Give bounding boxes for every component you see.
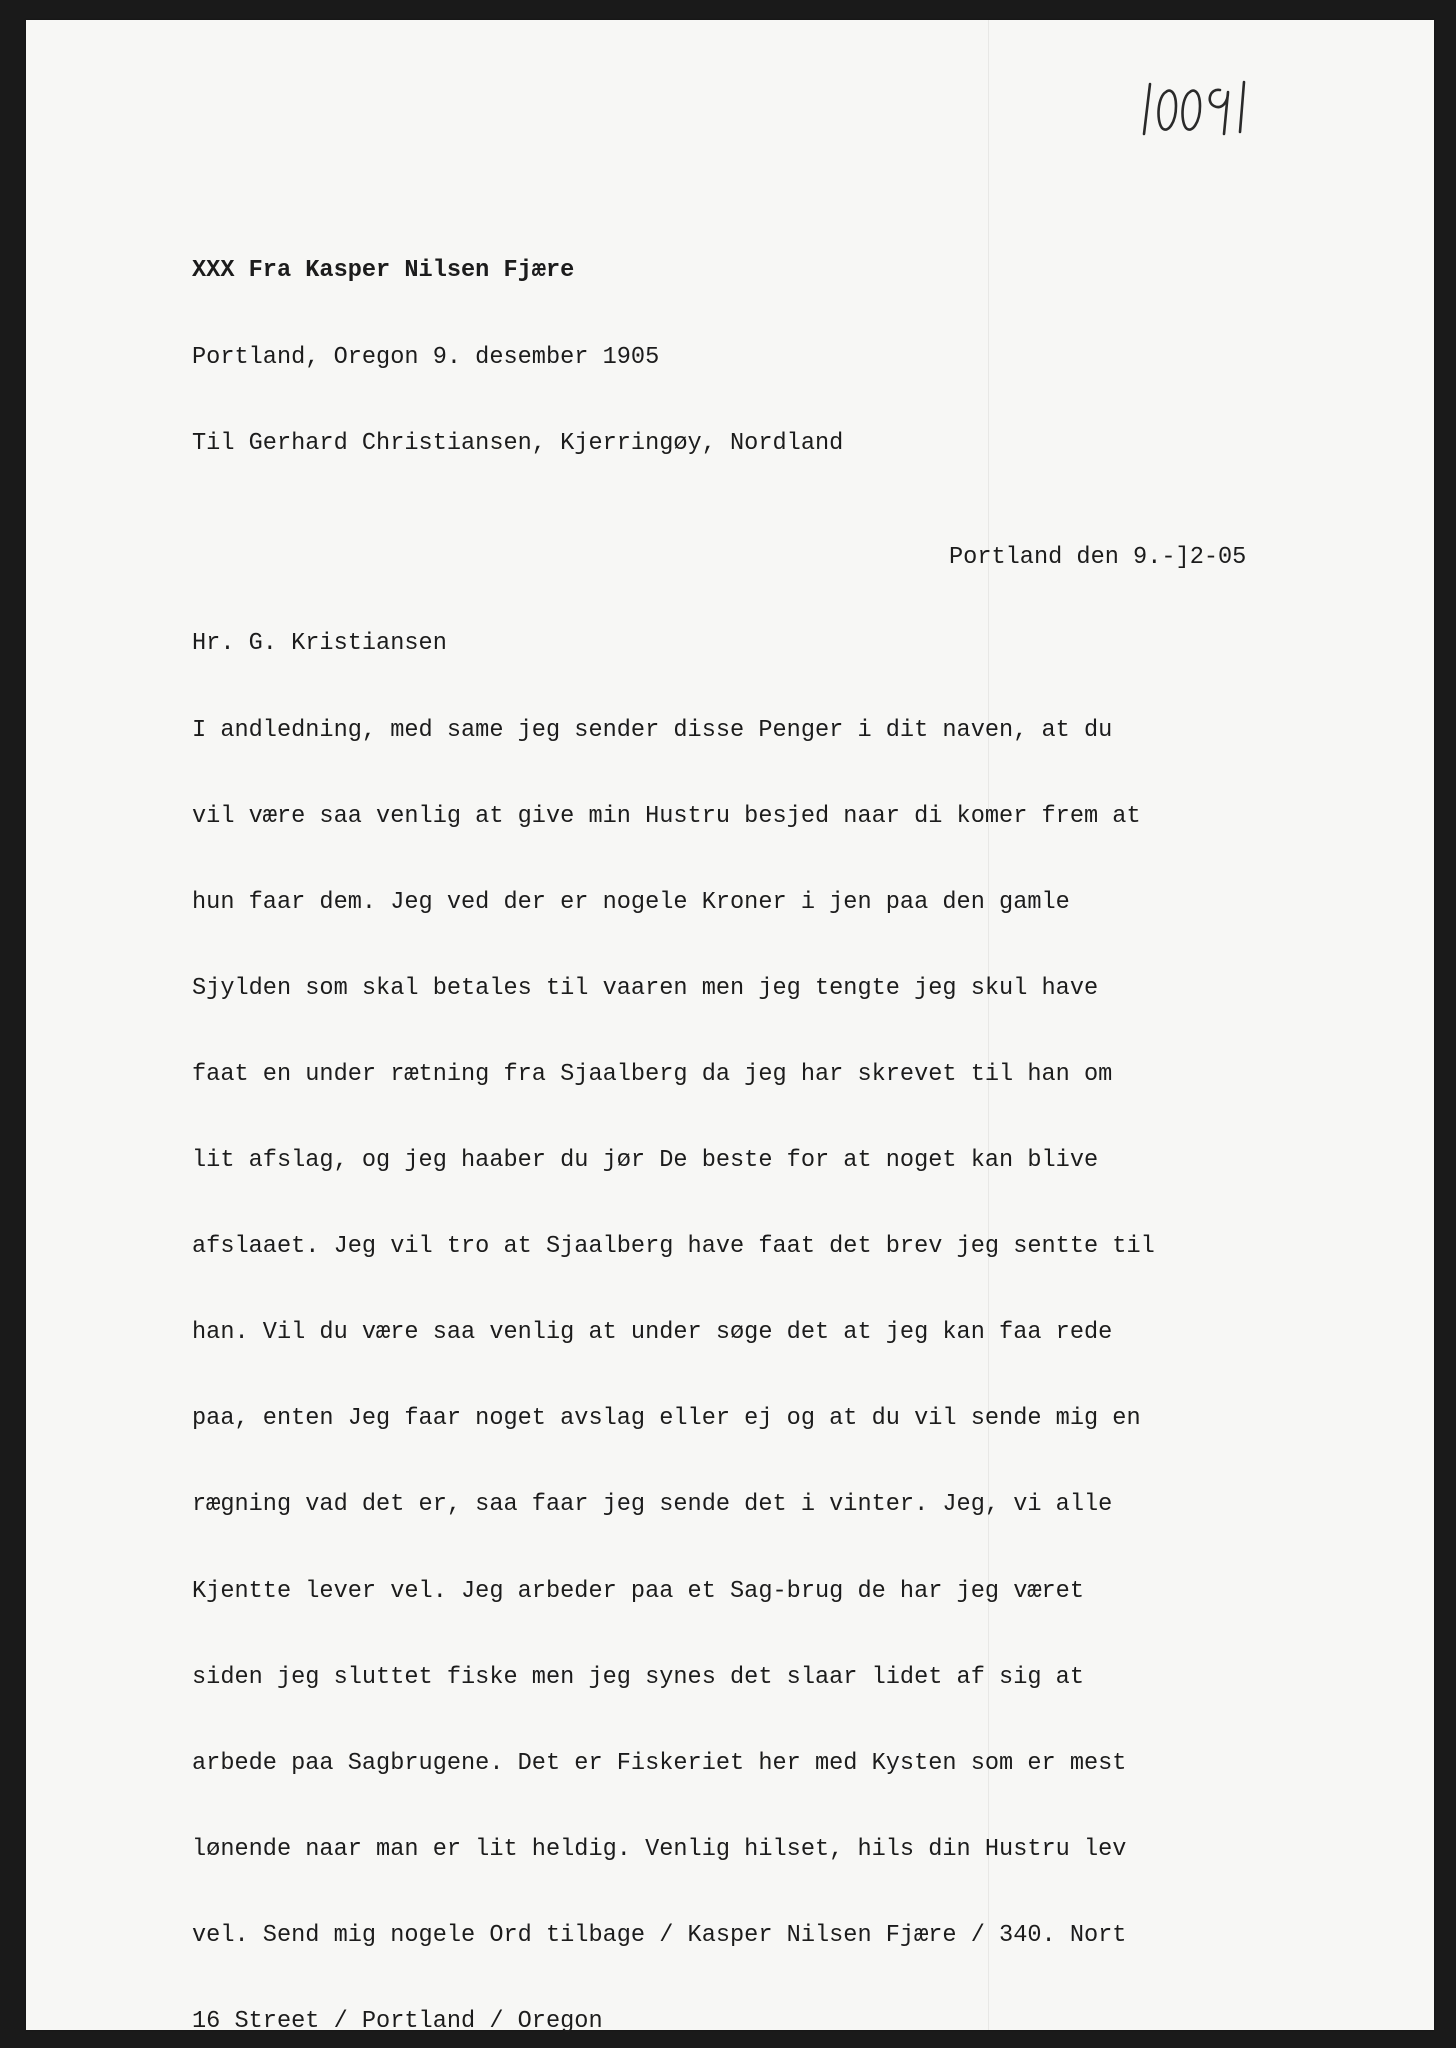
body-line: vel. Send mig nogele Ord tilbage / Kasper Nilsen Fjære / 340. Nort [192,1921,1127,1949]
body-line: Kjentte lever vel. Jeg arbeder paa et Sag-brug de har jeg været [192,1577,1084,1605]
letter-transcription [192,200,1392,2048]
body-line: siden jeg sluttet fiske men jeg synes det slaar lidet af sig at [192,1663,1084,1691]
place-date-line: Portland, Oregon 9. desember 1905 [192,343,660,371]
body-line: 16 Street / Portland / Oregon [192,2007,603,2035]
body-line: vil være saa venlig at give min Hustru besjed naar di komer frem at [192,802,1141,830]
document-page [26,20,1434,2035]
document-title: XXX Fra Kasper Nilsen Fjære [192,257,575,285]
body-line: hun faar dem. Jeg ved der er nogele Kroner i jen paa den gamle [192,888,1070,916]
recipient-line: Til Gerhard Christiansen, Kjerringøy, Nordland [192,429,844,457]
body-line: lønende naar man er lit heldig. Venlig hilset, hils din Hustru lev [192,1835,1127,1863]
body-line: Sjylden som skal betales til vaaren men jeg tengte jeg skul have [192,974,1099,1002]
body-line: lit afslag, og jeg haaber du jør De beste for at noget kan blive [192,1147,1099,1175]
body-line: paa, enten Jeg faar noget avslag eller ej og at du vil sende mig en [192,1405,1141,1433]
letter-date: Portland den 9.-]2-05 [949,544,1247,572]
handwritten-archive-number [1136,62,1296,142]
body-line: I andledning, med same jeg sender disse Penger i dit naven, at du [192,716,1113,744]
body-line: afslaaet. Jeg vil tro at Sjaalberg have faat det brev jeg sentte til [192,1233,1155,1261]
body-line: han. Vil du være saa venlig at under søge det at jeg kan faa rede [192,1319,1113,1347]
salutation: Hr. G. Kristiansen [192,630,447,658]
body-line: arbede paa Sagbrugene. Det er Fiskeriet her med Kysten som er mest [192,1749,1127,1777]
body-line: rægning vad det er, saa faar jeg sende det i vinter. Jeg, vi alle [192,1491,1113,1519]
body-line: faat en under rætning fra Sjaalberg da jeg har skrevet til han om [192,1060,1113,1088]
